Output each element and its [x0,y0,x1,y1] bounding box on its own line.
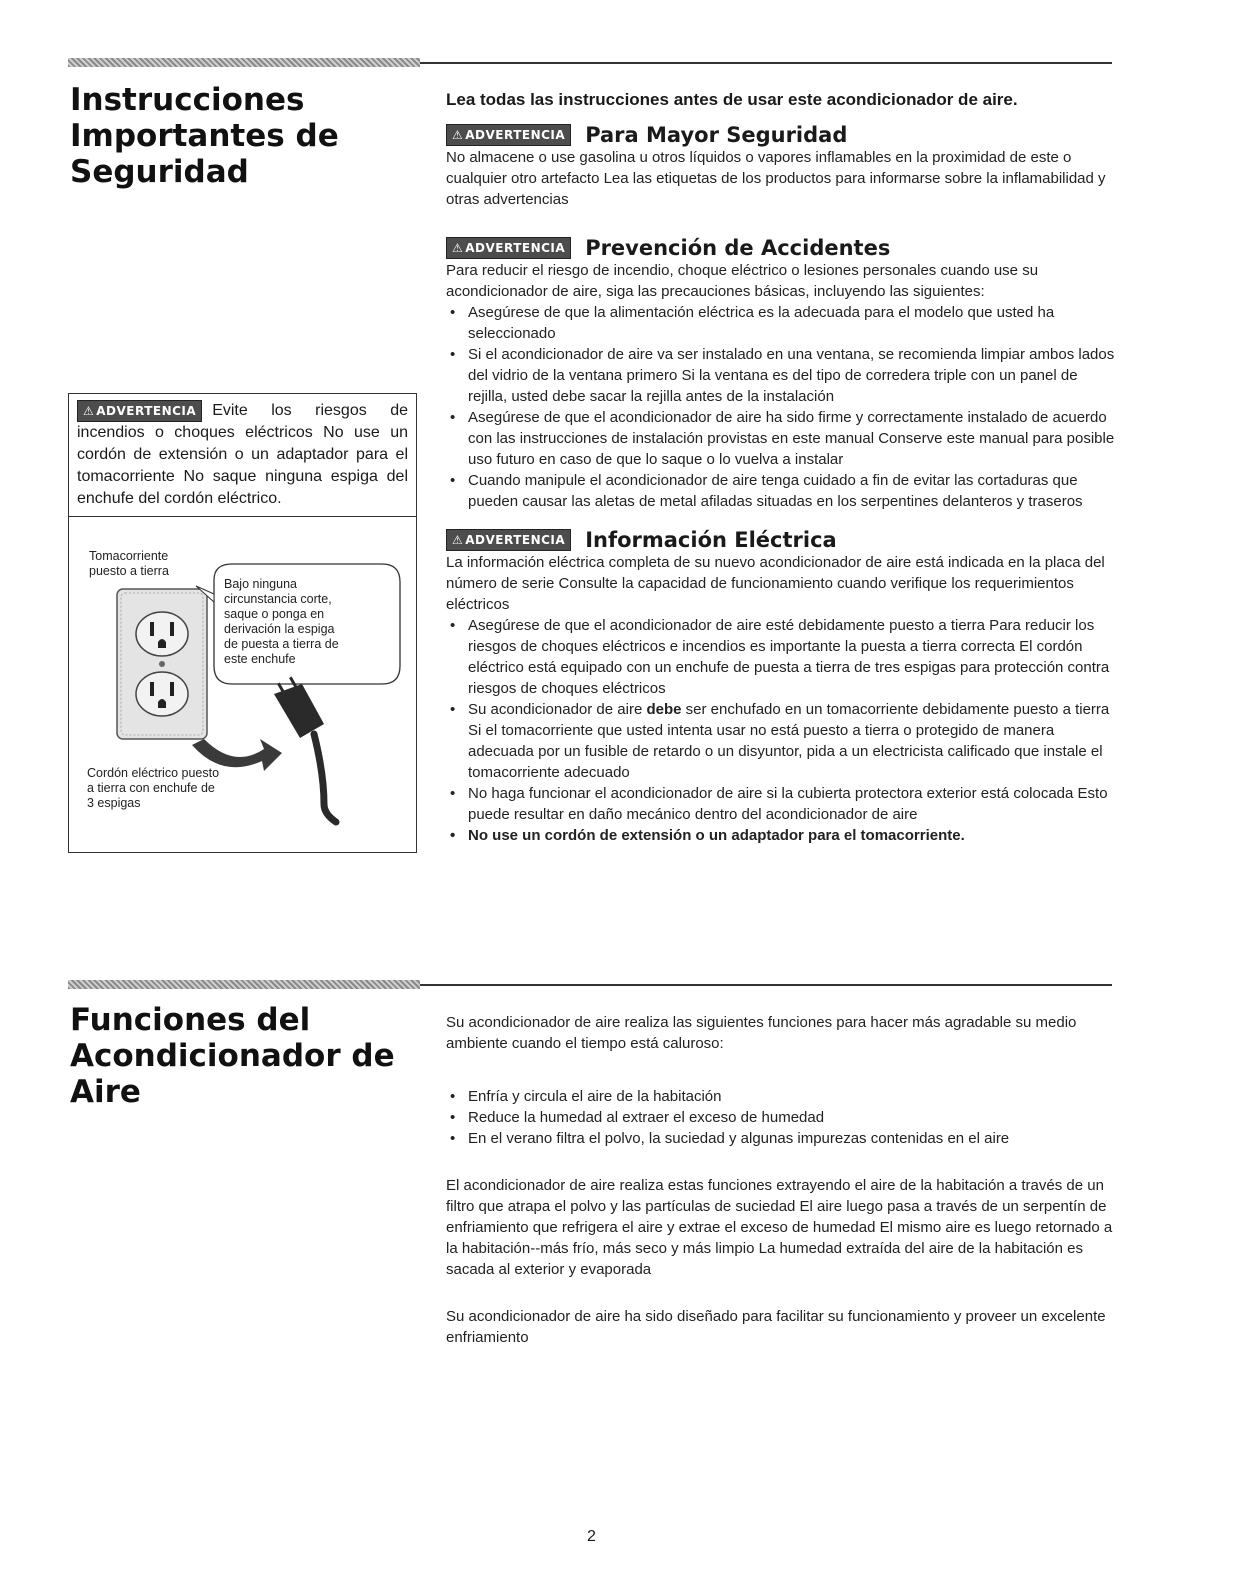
electrical-list [446,615,1116,846]
list-item: • Asegúrese de que el acondicionador de aire esté debidamente puesto a tierra Para reducir los riesgos de choques eléctricos e incendios es importante la puesta a tierra correcta El cordón eléctrico está equipado con un enchufe de puesta a tierra de tres espigas para protección contra riesgos de choques eléctricos [446,615,1116,699]
page-number: 2 [587,1528,596,1545]
list-item: • Reduce la humedad al extraer el exceso de humedad [446,1107,1116,1128]
outlet-plate [117,589,207,739]
warning-badge: ⚠ ADVERTENCIA [446,124,571,146]
functions-paragraph: El acondicionador de aire realiza estas funciones extrayendo el aire de la habitación a través de un filtro que atrapa el polvo y las partículas de suciedad El aire luego pasa a través de un serpentín de enfriamiento que refrigera el aire y extrae el exceso de humedad El mismo aire es luego retornado a la habitación--más frío, más seco y más limpio La humedad extraída del aire de la habitación es sacada al exterior y evaporada [446,1177,1113,1278]
list-item: • Si el acondicionador de aire va ser instalado en una ventana, se recomienda limpiar ambos lados del vidrio de la ventana primero Si la ventana es del tipo de corredera triple con un panel de rejilla, usted debe sacar la rejilla antes de la instalación [446,344,1116,407]
section-divider [420,984,1112,986]
safety-content [446,89,1116,846]
accidents-text: Para reducir el riesgo de incendio, choque eléctrico o lesiones personales cuando use su acondicionador de aire, siga las precauciones básicas, incluyendo las siguientes: [446,262,1039,300]
safety-text: No almacene o use gasolina u otros líquidos o vapores inflamables en la proximidad de este o cualquier otro artefacto Lea las etiquetas de los productos para informarse sobre la inflamabilidad y otras advertencias [446,149,1106,208]
cord-label: Cordón eléctrico puesto a tierra con enchufe de 3 espigas [87,766,220,810]
list-item: • Asegúrese de que la alimentación eléctrica es la adecuada para el modelo que usted ha seleccionado [446,302,1116,344]
section-title: Instrucciones Importantes de Seguridad [70,82,339,190]
section-title: Funciones del Acondicionador de Aire [70,1002,395,1110]
warning-triangle-icon: ⚠ [452,241,464,255]
warning-triangle-icon: ⚠ [452,128,464,142]
warning-triangle-icon: ⚠ [452,533,464,547]
outlet-illustration [69,534,416,852]
accidents-list [446,302,1116,512]
warning-badge: ⚠ ADVERTENCIA [446,237,571,259]
list-item: • Su acondicionador de aire debe ser enchufado en un tomacorriente debidamente puesto a tierra Si el tomacorriente que usted intenta usar no está puesto a tierra o protegido de manera adecuada por un fusible de retardo o un disyuntor, pida a un electricista calificado que instale el tomacorriente adecuado [446,699,1116,783]
list-item: • No haga funcionar el acondicionador de aire si la cubierta protectora exterior está colocada Esto puede resultar en daño mecánico dentro del acondicionador de aire [446,783,1116,825]
callout-label: Bajo ninguna circunstancia corte, saque o ponga en derivación la espiga de puesta a tierra de este enchufe [224,577,339,666]
intro-text: Lea todas las instrucciones antes de usar este acondicionador de aire. [446,90,1018,109]
warning-badge: ⚠ ADVERTENCIA [446,529,571,551]
list-item: • No use un cordón de extensión o un adaptador para el tomacorriente. [446,825,1116,846]
section-divider [420,62,1112,64]
list-item: • Asegúrese de que el acondicionador de aire ha sido firme y correctamente instalado de acuerdo con las instrucciones de instalación provistas en este manual Conserve este manual para posible uso futuro en caso de que lo saque o lo vuelva a instalar [446,407,1116,470]
list-item: • Enfría y circula el aire de la habitación [446,1086,1116,1107]
functions-intro: Su acondicionador de aire realiza las siguientes funciones para hacer más agradable su medio ambiente cuando el tiempo está caluroso: [446,1014,1077,1052]
warning-heading-accidents: ⚠ ADVERTENCIA Prevención de Accidentes [446,236,1116,260]
electrical-text: La información eléctrica completa de su nuevo acondicionador de aire está indicada en la placa del número de serie Consulte la capacidad de funcionamiento cuando verifique los requerimientos eléctricos [446,554,1105,613]
section-header-bar [68,980,420,989]
sidebox-text: ⚠ ADVERTENCIA Evite los riesgos de incendios o choques eléctricos No use un cordón de extensión o un adaptador para el tomacorriente No saque ninguna espiga del enchufe del cordón eléctrico. [69,394,416,517]
functions-content [446,1012,1116,1348]
functions-list [446,1086,1116,1149]
list-item: • Cuando manipule el acondicionador de aire tenga cuidado a fin de evitar las cortaduras que pueden causar las aletas de metal afiladas situadas en los serpentines delanteros y traseros [446,470,1116,512]
functions-closing: Su acondicionador de aire ha sido diseñado para facilitar su funcionamiento y proveer un excelente enfriamiento [446,1308,1106,1346]
warning-sidebox [68,393,417,853]
warning-triangle-icon: ⚠ [83,404,95,418]
warning-heading-safety: ⚠ ADVERTENCIA Para Mayor Seguridad [446,123,1116,147]
section-header-bar [68,58,420,67]
list-item: • En el verano filtra el polvo, la suciedad y algunas impurezas contenidas en el aire [446,1128,1116,1149]
outlet-label: Tomacorriente puesto a tierra [89,549,169,578]
warning-heading-electrical: ⚠ ADVERTENCIA Información Eléctrica [446,528,1116,552]
plug-icon [274,677,336,823]
warning-badge: ⚠ ADVERTENCIA [77,400,202,422]
